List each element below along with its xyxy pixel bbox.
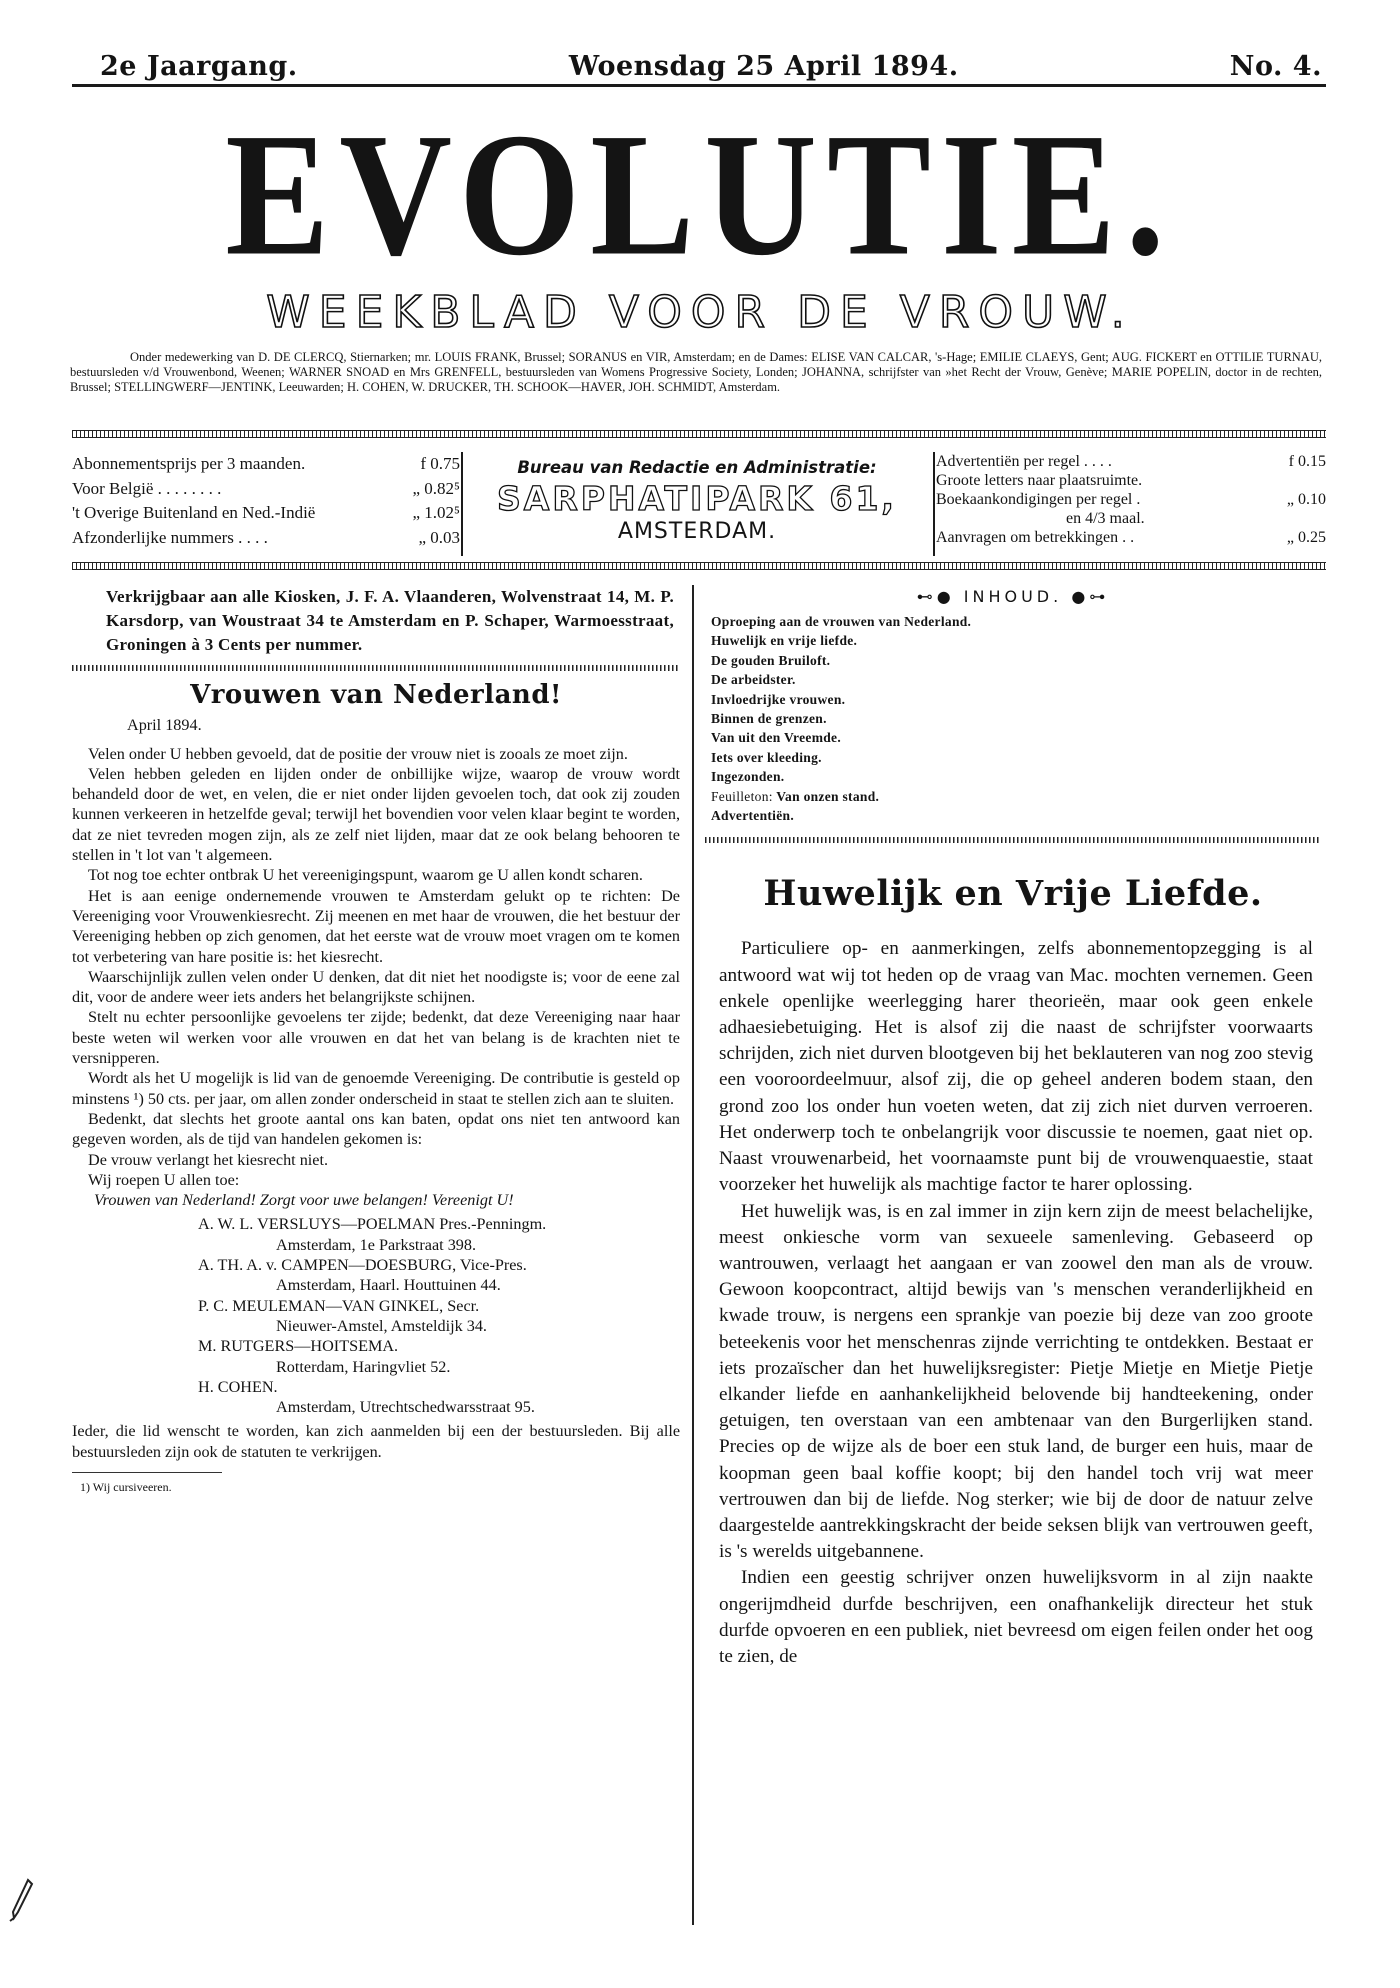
signatory-address: Rotterdam, Haringvliet 52. <box>276 1357 451 1376</box>
subscription-row <box>72 452 460 477</box>
article1-title: Vrouwen van Nederland! <box>190 680 562 710</box>
subscription-label: Abonnementsprijs per 3 maanden. <box>72 454 306 473</box>
column-divider <box>692 585 694 1925</box>
advertising-label: Advertentiën per regel . . . . <box>936 453 1112 470</box>
subscription-box <box>72 452 460 554</box>
masthead-rule <box>72 84 1326 87</box>
signatory-address: Amsterdam, 1e Parkstraat 398. <box>276 1235 477 1254</box>
advertising-row <box>936 490 1326 509</box>
toc-item: De gouden Bruiloft. <box>711 652 831 668</box>
hatched-divider-bottom <box>72 562 1326 570</box>
subscription-row <box>72 526 460 551</box>
toc-heading-text: INHOUD. <box>963 587 1063 606</box>
volume-label: 2e Jaargang. <box>100 51 298 82</box>
article1-paragraph: Wordt als het U mogelijk is lid van de genoemde Vereeniging. De contributie is gesteld op minstens ¹) 50 cts. per jaar, om allen zonder onderscheid in staat te stellen zich aan te sluiten. <box>72 1069 680 1108</box>
subscription-row <box>72 477 460 502</box>
toc-heading <box>705 587 1321 606</box>
article1-paragraph: Velen hebben geleden en lijden onder de onbillijke wijze, waarop de vrouw wordt behandeld door de wet, en velen, die er niet onder lijden gevoelen toch, dat ook zij zouden kunnen verkeeren in hetzelfde geval; terwijl het bovendien voor velen klaar begint te worden, dat ze niet tevreden mogen zijn, als ze zelf niet lijden, maar dat ze ook belang behooren te stellen in 't lot van 't algemeen. <box>72 764 680 865</box>
advertising-label: Boekaankondigingen per regel . <box>936 491 1141 508</box>
pointing-hand-icon: ⊷● <box>916 587 955 606</box>
bureau-city: AMSTERDAM. <box>617 519 777 544</box>
feuilleton-title: Van onzen stand. <box>776 788 880 804</box>
bureau-box <box>462 452 932 554</box>
bureau-heading: Bureau van Redactie en Administratie: <box>517 458 877 477</box>
ink-mark-icon <box>8 1878 36 1922</box>
masthead-topline <box>100 40 1322 82</box>
advertising-label: Aanvragen om betrekkingen . . <box>936 529 1135 546</box>
box-divider <box>933 452 935 556</box>
toc-item: Binnen de grenzen. <box>711 711 827 727</box>
article1-paragraph: Stelt nu echter persoonlijke gevoelens ter zijde; bedenkt, dat deze Vereeniging naar haar beste weten wil werken voor alle vrouwen en dat het van belang is de krachten niet te versnipperen. <box>72 1008 680 1068</box>
toc-item: Advertentiën. <box>711 808 795 824</box>
advertising-row <box>936 471 1326 490</box>
bureau-address: SARPHATIPARK 61, <box>497 479 897 518</box>
feuilleton-label: Feuilleton: <box>711 788 773 804</box>
newspaper-title: EVOLUTIE. <box>225 96 1175 292</box>
toc-item: Oproeping aan de vrouwen van Nederland. <box>711 614 972 629</box>
signatory-name: A. TH. A. v. CAMPEN—DOESBURG, Vice-Pres. <box>198 1256 527 1275</box>
article1-closing: Ieder, die lid wenscht te worden, kan zich aanmelden bij een der bestuursleden. Bij alle bestuursleden zijn ook de statuten te verkrijgen. <box>72 1422 680 1461</box>
pointing-hand-icon: ●⊶ <box>1071 587 1110 606</box>
advertising-price: „ 0.10 <box>1286 491 1326 508</box>
advertising-row <box>936 452 1326 471</box>
article2-paragraph: Het huwelijk was, is en zal immer in zijn kern zijn de meest belachelijke, meest onkiesche vorm van sexueele samenleving. Gebaseerd op wantrouwen, verlaagt het aangaan er van zoowel den man als de vrouw. Gewoon koopcontract, altijd bewijs van 's menschen veranderlijkheid en kwade trouw, is nergens een sprankje van poezie bij deze van zoo groote beteekenis voor het menschenras zijnde verrichting te ontdekken. Bestaat er iets prozaïscher dan het huwelijksregister: Pietje Mietje en Mietje Pietje elkander liefde en aanhankelijkheid belovende bij handteekening, onder getuigen, ten overstaan van een ambtenaar van den Burgerlijken stand. Precies op de wijze als de boer een stuk land, de burger een huis, maar de koopman geen baal koffie koopt; bij den handel toch vrij wat meer vertrouwen dan bij de liefde. Nog sterker; wie bij de door de natuur zelve daargestelde aantrekkingskracht der beide seksen blijk van vertrouwen geeft, is 's werelds uitgebannene. <box>719 1200 1313 1563</box>
contributors-list <box>70 350 1322 395</box>
hatched-divider <box>72 665 680 671</box>
footnote-rule <box>72 1472 222 1473</box>
advertising-row <box>936 509 1326 528</box>
signatory-name: A. W. L. VERSLUYS—POELMAN Pres.-Penningm. <box>198 1215 547 1234</box>
signatory-name: P. C. MEULEMAN—VAN GINKEL, Secr. <box>198 1296 480 1315</box>
subscription-row <box>72 501 460 526</box>
article1-paragraph: Bedenkt, dat slechts het groote aantal ons kan baten, opdat ons niet ten antwoord kan gegeven worden, als de tijd van handelen gekomen is: <box>72 1109 680 1149</box>
toc-item-feuilleton <box>711 787 1321 806</box>
article1-paragraph: Waarschijnlijk zullen velen onder U denken, dat dit niet het noodigste is; voor de eene zal dit, voor de andere weer iets anders het belangrijkste schijnen. <box>72 967 680 1007</box>
article1-dateline: April 1894. <box>127 716 202 735</box>
article2-body <box>705 936 1321 1670</box>
article2-paragraph: Particuliere op- en aanmerkingen, zelfs abonnementopzegging is al antwoord wat wij tot heden op de vraag van Mac. mochten vernemen. Geen enkele openlijke weerlegging harer theorieën, maar ook geen enkele adhaesiebetuiging. Het is alsof zij die naast de schrijfster voorwaarts schrijden, zich niet durven blootgeven bij het beklauteren van nog zoo stevig een vooroordeelmuur, alsof zij, die op geheel anderen bodem staan, den grond zoo los onder hun voeten weten, dat zij zich niet durven verroeren. Het onderwerp toch te onbelangrijk voor discussie te noemen, gaat niet op. Naast vrouwenarbeid, het voornaamste punt bij de vrouwenquaestie, staat voorzeker het huwelijk als machtige factor te harer oplossing. <box>719 938 1313 1196</box>
article1-line: Wij roepen U allen toe: <box>88 1170 240 1189</box>
left-column <box>72 585 680 1497</box>
toc-item: De arbeidster. <box>711 672 796 688</box>
subscription-price: f 0.75 <box>420 454 460 473</box>
toc-item: Ingezonden. <box>711 769 785 785</box>
advertising-label: en 4/3 maal. <box>1066 510 1145 527</box>
article2-title: Huwelijk en Vrije Liefde. <box>763 873 1263 915</box>
availability-notice: Verkrijgbaar aan alle Kiosken, J. F. A. Vlaanderen, Wolvenstraat 14, M. P. Karsdorp, van Woustraat 34 te Amsterdam en P. Schaper, Warmoesstraat, Groningen à 3 Cents per nummer. <box>106 587 674 654</box>
toc-item: Invloedrijke vrouwen. <box>711 691 846 707</box>
hatched-divider <box>705 837 1321 843</box>
advertising-label: Groote letters naar plaatsruimte. <box>936 472 1143 489</box>
subscription-label: 't Overige Buitenland en Ned.-Indië <box>72 503 316 522</box>
subscription-label: Afzonderlijke nummers . . . . <box>72 527 268 547</box>
advertising-row <box>936 528 1326 547</box>
toc-item: Iets over kleeding. <box>711 749 822 765</box>
subscription-price: „ 1.02⁵ <box>412 503 460 522</box>
hatched-divider-top <box>72 430 1326 438</box>
article2-paragraph: Indien een geestig schrijver onzen huwelijksvorm in al zijn naakte ongerijmdheid durfde beschrijven, een onafhankelijk directeur het stuk durfde opvoeren en een publiek, niet bevreesd om eigen feilen onder het oog te zien, de <box>719 1567 1313 1667</box>
article1-paragraph: Velen onder U hebben gevoeld, dat de positie der vrouw niet is zooals ze moet zijn. <box>88 744 628 763</box>
signatory-name: H. COHEN. <box>198 1377 278 1396</box>
toc-item: Van uit den Vreemde. <box>711 730 842 746</box>
signatory-address: Amsterdam, Haarl. Houttuinen 44. <box>276 1276 501 1295</box>
signatory-name: M. RUTGERS—HOITSEMA. <box>198 1337 399 1356</box>
issue-number: No. 4. <box>1229 51 1322 82</box>
signatory-address: Nieuwer-Amstel, Amsteldijk 34. <box>276 1316 487 1335</box>
advertising-price: „ 0.25 <box>1286 529 1326 546</box>
right-column <box>705 585 1321 1670</box>
subscription-price: „ 0.03 <box>418 527 460 547</box>
article1-line: De vrouw verlangt het kiesrecht niet. <box>88 1150 329 1169</box>
subscription-label: Voor België . . . . . . . . <box>72 478 222 498</box>
article1-paragraph: Het is aan eenige ondernemende vrouwen te Amsterdam gelukt op te richten: De Vereeniging voor Vrouwenkiesrecht. Zij meenen en met haar de vrouwen, die het bestuur der Vereeniging hebben op zich genomen, dat het eerste wat de vrouw moet vragen om te komen tot verbetering van hare positie is: het kiesrecht. <box>72 886 680 966</box>
advertising-box <box>936 452 1326 554</box>
advertising-price: f 0.15 <box>1288 453 1326 470</box>
newspaper-subtitle: WEEKBLAD VOOR DE VROUW. <box>266 287 1134 338</box>
footnote: 1) Wij cursiveeren. <box>80 1479 172 1494</box>
subscription-price: „ 0.82⁵ <box>412 478 460 498</box>
contributors-text: Onder medewerking van D. DE CLERCQ, Stiernarken; mr. LOUIS FRANK, Brussel; SORANUS en VIR, Amsterdam; en de Dames: ELISE VAN CALCAR, 's-Hage; EMILIE CLAEYS, Gent; AUG. FICKERT en OTTILIE TURNAU, bestuursleden v/d Vrouwenbond, Weenen; WARNER SNOAD en Mrs GRENFELL, bestuursleden van Womens Progressive Society, Londen; JOHANNA, schrijfster van »het Recht der Vrouw, Genève; MARIE POPELIN, doctor in de rechten, Brussel; STELLINGWERF—JENTINK, Leeuwarden; H. COHEN, W. DRUCKER, TH. SCHOOK—HAVER, JOH. SCHMIDT, Amsterdam. <box>70 350 1322 394</box>
signatory-address: Amsterdam, Utrechtschedwarsstraat 95. <box>276 1398 535 1417</box>
signatories-list <box>72 1214 680 1417</box>
article1-slogan: Vrouwen van Nederland! Zorgt voor uwe belangen! Vereenigt U! <box>94 1191 514 1210</box>
toc-item: Huwelijk en vrije liefde. <box>711 633 858 649</box>
toc-list <box>705 612 1321 825</box>
article1-paragraph: Tot nog toe echter ontbrak U het vereenigingspunt, waarom ge U allen kondt scharen. <box>88 866 643 885</box>
issue-date: Woensdag 25 April 1894. <box>568 51 959 82</box>
